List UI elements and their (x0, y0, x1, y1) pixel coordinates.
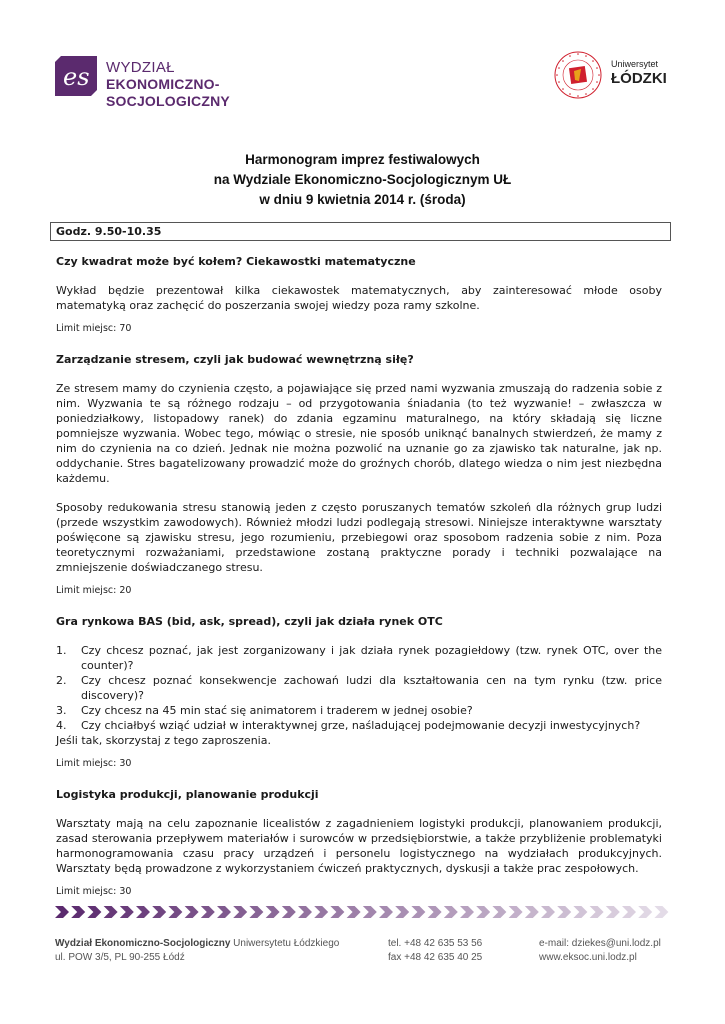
chevron-icon (541, 906, 555, 918)
schedule-content (56, 252, 662, 907)
chevron-icon (509, 906, 523, 918)
chevron-icon (71, 906, 85, 918)
list-item-text: Czy chcesz poznać, jak jest zorganizowany i jak działa rynek pozagiełdowy (tzw. rynek OTC, over the counter)? (81, 644, 662, 672)
list-item-number: 1. (56, 644, 67, 657)
footer-address-block (55, 937, 339, 965)
chevron-icon (347, 906, 361, 918)
section3-limit: Limit miejsc: 30 (56, 758, 132, 769)
list-item (56, 643, 662, 673)
section3-question-list (56, 643, 662, 733)
footer-tel: tel. +48 42 635 53 56 (388, 938, 483, 949)
chevron-icon (557, 906, 571, 918)
section1-paragraph: Wykład będzie prezentował kilka ciekawostek matematycznych, aby zainteresować młode osoby matematyką oraz zachęcić do poszerzania swojej wiedzy poza ramy szkolne. (56, 284, 662, 312)
chevron-icon (363, 906, 377, 918)
footer-org-bold: Wydział Ekonomiczno-Socjologiczny (55, 938, 231, 949)
chevron-icon (217, 906, 231, 918)
list-item (56, 673, 662, 703)
chevron-icon (622, 906, 636, 918)
list-item (56, 718, 662, 733)
chevron-icon (87, 906, 101, 918)
title-line3: w dniu 9 kwietnia 2014 r. (środa) (259, 192, 466, 207)
chevron-icon (330, 906, 344, 918)
section3-heading: Gra rynkowa BAS (bid, ask, spread), czyli jak działa rynek OTC (56, 615, 443, 628)
chevron-icon (55, 906, 69, 918)
logo-abbrev: es (63, 63, 90, 91)
footer-chevron-decoration (55, 904, 670, 920)
chevron-icon (104, 906, 118, 918)
chevron-icon (314, 906, 328, 918)
section4-limit: Limit miejsc: 30 (56, 886, 132, 897)
university-logo (553, 50, 673, 100)
list-item-text: Czy chciałbyś wziąć udział w interaktywnej grze, naśladującej podejmowanie decyzji inwestycyjnych? (81, 719, 641, 732)
chevron-icon (379, 906, 393, 918)
chevron-icon (654, 906, 668, 918)
chevron-icon (444, 906, 458, 918)
section2-limit: Limit miejsc: 20 (56, 585, 132, 596)
chevron-icon (590, 906, 604, 918)
university-name-line2: ŁÓDZKI (611, 70, 667, 87)
list-item-number: 3. (56, 704, 67, 717)
chevron-icon (201, 906, 215, 918)
chevron-icon (476, 906, 490, 918)
chevron-icon (411, 906, 425, 918)
list-item-number: 4. (56, 719, 67, 732)
chevron-icon (136, 906, 150, 918)
list-item-number: 2. (56, 674, 67, 687)
chevron-icon (298, 906, 312, 918)
chevron-icon (233, 906, 247, 918)
section1-heading: Czy kwadrat może być kołem? Ciekawostki matematyczne (56, 255, 416, 268)
chevron-icon (249, 906, 263, 918)
list-item (56, 703, 662, 718)
footer-fax: fax +48 42 635 40 25 (388, 952, 483, 963)
footer-contact-block (539, 937, 661, 965)
chevron-icon (185, 906, 199, 918)
footer-website: www.eksoc.uni.lodz.pl (539, 952, 637, 963)
list-item-text: Czy chcesz poznać konsekwencje zachowań ludzi dla kształtowania cen na tym rynku (tzw. price discovery)? (81, 674, 662, 702)
title-line2: na Wydziale Ekonomiczno-Socjologicznym UŁ (213, 172, 512, 187)
chevron-icon (168, 906, 182, 918)
section4-heading: Logistyka produkcji, planowanie produkcji (56, 788, 319, 801)
list-item-text: Czy chcesz na 45 min stać się animatorem i traderem w jednej osobie? (81, 704, 473, 717)
section1-limit: Limit miejsc: 70 (56, 323, 132, 334)
chevron-icon (152, 906, 166, 918)
section3-closing: Jeśli tak, skorzystaj z tego zaproszenia. (56, 734, 271, 747)
faculty-logo (55, 56, 315, 109)
chevron-icon (606, 906, 620, 918)
section4-paragraph: Warsztaty mają na celu zapoznanie licealistów z zagadnieniem logistyki produkcji, planowaniem produkcji, zasad sterowania przepływem materiałów i surowców w przedsiębiorstwie, a także przybliżenie problematyki harmonogramowania czasu pracy urządzeń i personelu logistycznego na wydziałach produkcyjnych. Warsztaty będą prowadzone z wykorzystaniem ćwiczeń praktycznych, dyskusji a także prac zespołowych. (56, 817, 662, 875)
chevron-icon (428, 906, 442, 918)
chevron-icon (525, 906, 539, 918)
time-slot-box: Godz. 9.50-10.35 (50, 222, 671, 241)
faculty-name-line1: WYDZIAŁ (106, 59, 175, 76)
chevron-icon (266, 906, 280, 918)
footer-email: e-mail: dziekes@uni.lodz.pl (539, 938, 661, 949)
university-name-line1: Uniwersytet (611, 59, 659, 69)
chevron-icon (282, 906, 296, 918)
chevron-icon (460, 906, 474, 918)
faculty-name-line2: EKONOMICZNO-SOCJOLOGICZNY (106, 76, 230, 109)
footer-address: ul. POW 3/5, PL 90-255 Łódź (55, 952, 185, 963)
footer-phone-block (388, 937, 482, 965)
section2-heading: Zarządzanie stresem, czyli jak budować wewnętrzną siłę? (56, 353, 414, 366)
section2-paragraph1: Ze stresem mamy do czynienia często, a pojawiające się przed nami wyzwania zmuszają do radzenia sobie z nim. Wyzwania te są różnego rodzaju – od przygotowania śniadania (to też wyzwanie! – zwłaszcza w poniedziałkowy, listopadowy ranek) do zdania egzaminu maturalnego, na który składają się liczne pomniejsze wyzwania. Wobec tego, mówiąc o stresie, nie sposób uniknąć banalnych stwierdzeń, że mamy z nim do czynienia na co dzień. Jednak nie można pozwolić na uznanie go za zjawisko tak naturalne, jak np. oddychanie. Stres bagatelizowany prowadzić może do groźnych chorób, dlatego wiedza o nim jest niezbędna każdemu. (56, 382, 662, 485)
chevron-icon (395, 906, 409, 918)
faculty-logo-badge-icon (55, 56, 97, 96)
chevron-icon (120, 906, 134, 918)
chevron-icon (492, 906, 506, 918)
university-seal-icon (553, 50, 603, 100)
page-title (0, 150, 725, 210)
chevron-icon (573, 906, 587, 918)
footer-org-rest: Uniwersytetu Łódzkiego (230, 938, 340, 949)
title-line1: Harmonogram imprez festiwalowych (245, 152, 480, 167)
section2-paragraph2: Sposoby redukowania stresu stanowią jeden z często poruszanych tematów szkoleń dla różnych grup ludzi (przede wszystkim zawodowych). Również młodzi ludzi podlegają stresowi. Niniejsze interaktywne warsztaty poświęcone są zjawisku stresu, jego rozumieniu, przebiegowi oraz sposobom radzenia sobie z nim. Poza teoretycznymi rozważaniami, przedstawione zostaną praktyczne porady i techniki pozwalające na zmniejszenie doświadczanego stresu. (56, 501, 662, 574)
chevron-icon (638, 906, 652, 918)
